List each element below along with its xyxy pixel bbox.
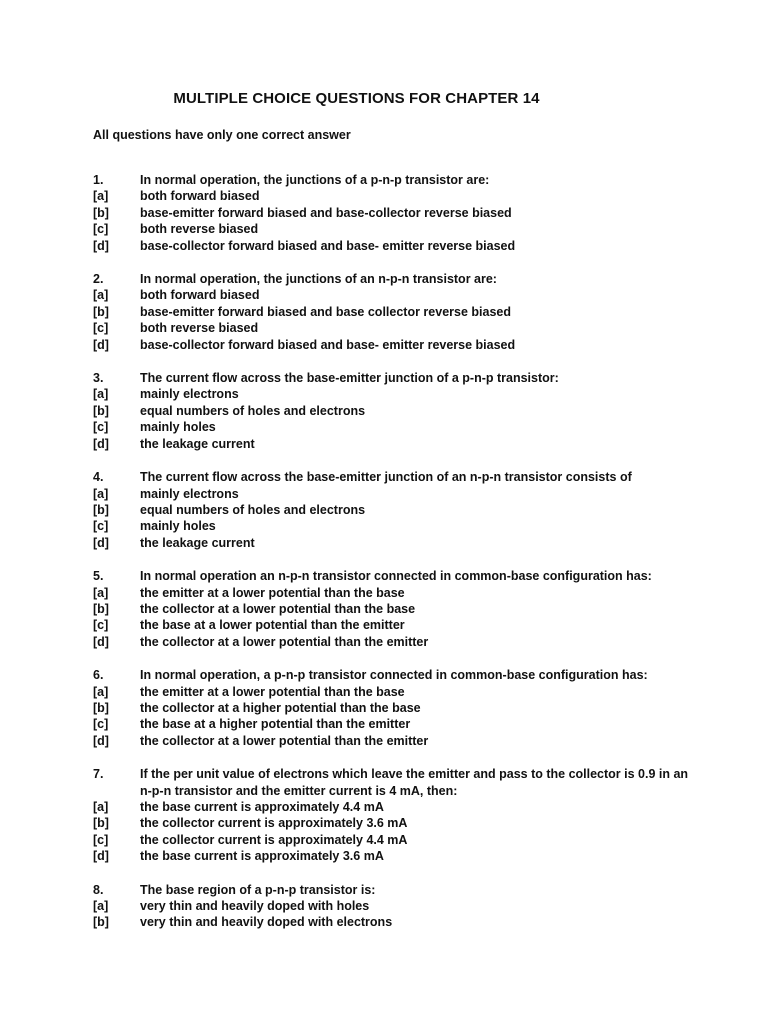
- option-label: [c]: [93, 618, 109, 633]
- option-text: mainly electrons: [140, 387, 239, 402]
- option-label: [d]: [93, 535, 109, 550]
- option-text: the emitter at a lower potential than the base: [140, 684, 405, 699]
- question-text: [140, 370, 708, 386]
- option-label: [b]: [93, 502, 109, 517]
- option-label: [a]: [93, 486, 109, 501]
- option-label: [d]: [93, 436, 109, 451]
- question-number: 5.: [93, 569, 104, 584]
- question-number: 6.: [93, 668, 104, 683]
- question-stem: [93, 271, 708, 287]
- option-text: the collector current is approximately 3.6 mA: [140, 816, 408, 831]
- answer-option: [93, 502, 708, 518]
- option-text: base-emitter forward biased and base-collector reverse biased: [140, 205, 512, 220]
- answer-option: [93, 320, 708, 336]
- question-number: 4.: [93, 470, 104, 485]
- answer-option: [93, 617, 708, 633]
- option-label: [b]: [93, 601, 109, 616]
- question-text: [140, 271, 708, 287]
- option-text: very thin and heavily doped with electrons: [140, 915, 393, 930]
- option-text: equal numbers of holes and electrons: [140, 403, 366, 418]
- option-label: [b]: [93, 915, 109, 930]
- answer-option: [93, 914, 708, 930]
- question-text: [140, 172, 708, 188]
- question-text-line: n-p-n transistor and the emitter current is 4 mA, then:: [140, 783, 458, 798]
- question-item: [93, 568, 708, 650]
- answer-option: [93, 535, 708, 551]
- question-text-line: If the per unit value of electrons which leave the emitter and pass to the collector is 0.9 in an: [140, 767, 689, 782]
- answer-option: [93, 585, 708, 601]
- option-text: the base current is approximately 4.4 mA: [140, 800, 384, 814]
- option-label: [c]: [93, 717, 109, 732]
- option-text: very thin and heavily doped with holes: [140, 899, 370, 914]
- question-item: [93, 766, 708, 864]
- question-stem: [93, 172, 708, 188]
- option-label: [a]: [93, 189, 109, 204]
- answer-option: [93, 205, 708, 221]
- option-text: base-collector forward biased and base- emitter reverse biased: [140, 337, 516, 352]
- answer-option: [93, 601, 708, 617]
- option-text: the collector at a lower potential than the emitter: [140, 634, 429, 649]
- option-text: equal numbers of holes and electrons: [140, 502, 366, 517]
- question-number: 3.: [93, 371, 104, 386]
- option-label: [c]: [93, 321, 109, 336]
- option-text: the base at a lower potential than the emitter: [140, 618, 405, 633]
- answer-option: [93, 733, 708, 749]
- option-text: the base current is approximately 3.6 mA: [140, 849, 384, 864]
- question-stem: [93, 882, 708, 898]
- answer-option: [93, 287, 708, 303]
- question-stem: [93, 766, 708, 799]
- question-item: [93, 469, 708, 551]
- option-text: the emitter at a lower potential than the base: [140, 585, 405, 600]
- answer-option: [93, 238, 708, 254]
- answer-option: [93, 898, 708, 914]
- answer-option: [93, 221, 708, 237]
- option-label: [c]: [93, 519, 109, 534]
- option-text: base-emitter forward biased and base collector reverse biased: [140, 304, 511, 319]
- question-stem: [93, 370, 708, 386]
- question-number: 8.: [93, 882, 104, 897]
- answer-option: [93, 403, 708, 419]
- question-item: [93, 667, 708, 749]
- option-label: [a]: [93, 684, 109, 699]
- option-label: [d]: [93, 849, 109, 864]
- question-number: 1.: [93, 173, 104, 187]
- answer-option: [93, 188, 708, 204]
- answer-option: [93, 486, 708, 502]
- option-label: [b]: [93, 700, 109, 715]
- answer-option: [93, 386, 708, 402]
- question-number: 7.: [93, 767, 104, 782]
- option-label: [a]: [93, 899, 109, 914]
- instructions-text: All questions have only one correct answer: [93, 128, 351, 142]
- option-text: base-collector forward biased and base- emitter reverse biased: [140, 238, 516, 253]
- option-label: [a]: [93, 387, 109, 402]
- question-text-line: In normal operation, the junctions of a p-n-p transistor are:: [140, 173, 490, 187]
- answer-option: [93, 634, 708, 650]
- option-text: both reverse biased: [140, 321, 259, 336]
- answer-option: [93, 518, 708, 534]
- question-number: 2.: [93, 272, 104, 287]
- page-title-text: MULTIPLE CHOICE QUESTIONS FOR CHAPTER 14: [173, 90, 540, 107]
- option-label: [a]: [93, 800, 109, 814]
- answer-option: [93, 832, 708, 848]
- question-text-line: In normal operation, the junctions of an n-p-n transistor are:: [140, 272, 497, 287]
- question-item: [93, 882, 708, 931]
- option-text: mainly holes: [140, 420, 216, 435]
- option-text: mainly electrons: [140, 486, 239, 501]
- option-label: [b]: [93, 304, 109, 319]
- option-text: the collector at a lower potential than the base: [140, 601, 416, 616]
- question-text-line: In normal operation an n-p-n transistor connected in common-base configuration has:: [140, 569, 652, 584]
- answer-option: [93, 815, 708, 831]
- answer-option: [93, 700, 708, 716]
- option-text: both forward biased: [140, 189, 260, 204]
- option-text: the collector current is approximately 4.4 mA: [140, 832, 408, 847]
- option-label: [b]: [93, 403, 109, 418]
- question-text: [140, 766, 708, 799]
- option-text: the base at a higher potential than the emitter: [140, 717, 411, 732]
- question-text-line: The current flow across the base-emitter junction of a p-n-p transistor:: [140, 371, 559, 386]
- question-text: [140, 882, 708, 898]
- question-text: [140, 667, 708, 683]
- question-text: [140, 568, 708, 584]
- question-stem: [93, 568, 708, 584]
- answer-option: [93, 337, 708, 353]
- question-item: [93, 271, 708, 353]
- option-text: the leakage current: [140, 436, 255, 451]
- question-item: [93, 370, 708, 452]
- answer-option: [93, 684, 708, 700]
- option-label: [c]: [93, 832, 109, 847]
- option-text: the collector at a lower potential than the emitter: [140, 733, 429, 748]
- answer-option: [93, 799, 708, 815]
- question-stem: [93, 667, 708, 683]
- option-label: [d]: [93, 337, 109, 352]
- option-text: mainly holes: [140, 519, 216, 534]
- answer-option: [93, 304, 708, 320]
- question-item: [93, 172, 708, 254]
- answer-option: [93, 716, 708, 732]
- option-label: [d]: [93, 238, 109, 253]
- option-label: [b]: [93, 205, 109, 220]
- question-text-line: The current flow across the base-emitter junction of an n-p-n transistor consists of: [140, 470, 632, 485]
- question-text: [140, 469, 708, 485]
- question-text-line: In normal operation, a p-n-p transistor connected in common-base configuration has:: [140, 668, 648, 683]
- option-text: the leakage current: [140, 535, 255, 550]
- option-label: [a]: [93, 585, 109, 600]
- option-text: both reverse biased: [140, 222, 259, 237]
- option-text: both forward biased: [140, 288, 260, 303]
- page-title: [0, 90, 680, 107]
- question-stem: [93, 469, 708, 485]
- option-text: the collector at a higher potential than the base: [140, 700, 421, 715]
- question-list: [93, 172, 708, 931]
- answer-option: [93, 436, 708, 452]
- question-text-line: The base region of a p-n-p transistor is:: [140, 882, 376, 897]
- option-label: [d]: [93, 733, 109, 748]
- answer-option: [93, 848, 708, 864]
- option-label: [b]: [93, 816, 109, 831]
- option-label: [a]: [93, 288, 109, 303]
- option-label: [d]: [93, 634, 109, 649]
- answer-option: [93, 419, 708, 435]
- option-label: [c]: [93, 420, 109, 435]
- option-label: [c]: [93, 222, 109, 237]
